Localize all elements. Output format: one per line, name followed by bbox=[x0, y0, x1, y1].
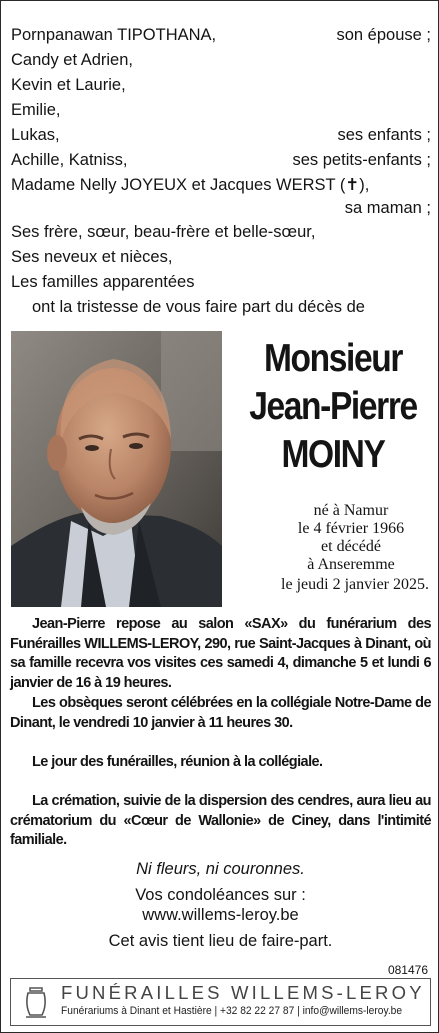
death-place: à Anseremme bbox=[307, 556, 395, 573]
announcement-line: ont la tristesse de vous faire part du décès de bbox=[32, 298, 365, 316]
visitation-paragraph: Jean-Pierre repose au salon «SAX» du funérarium des Funérailles WILLEMS-LEROY, 290, rue Saint-Jacques à Dinant, où sa famille recevra vos visites ces samedi 4, dimanche 5 et lundi 6 janvier de 16 à 19 heures. bbox=[10, 616, 431, 691]
family-line: Lukas, ses enfants ; bbox=[11, 126, 431, 144]
flowers-note: Ni fleurs, ni couronnes. bbox=[136, 860, 305, 878]
gathering-paragraph: Le jour des funérailles, réunion à la collégiale. bbox=[32, 754, 323, 770]
funeral-home-footer bbox=[10, 978, 431, 1026]
birth-date: le 4 février 1966 bbox=[297, 520, 405, 537]
family-line: Emilie, bbox=[11, 101, 61, 119]
family-line: Ses frère, sœur, beau-frère et belle-sœur, bbox=[11, 223, 316, 241]
funeral-paragraph: Les obsèques seront célébrées en la collégiale Notre-Dame de Dinant, le vendredi 10 janvier à 11 heures 30. bbox=[10, 695, 431, 731]
deceased-first-name: Jean-Pierre bbox=[249, 385, 417, 428]
reference-number: 081476 bbox=[387, 963, 428, 977]
family-line: sa maman ; bbox=[344, 199, 431, 217]
funeral-home-contact: Funérariums à Dinant et Hastière | +32 82 22 27 87 | info@willems-leroy.be bbox=[61, 1005, 403, 1017]
funeral-home-brand: FUNÉRAILLES WILLEMS-LEROY bbox=[61, 982, 425, 1003]
family-line: Pornpanawan TIPOTHANA, son épouse ; bbox=[11, 26, 431, 44]
family-line: Ses neveux et nièces, bbox=[11, 248, 173, 266]
cremation-paragraph: La crémation, suivie de la dispersion des cendres, aura lieu au crématorium du «Cœur de Wallonie» de Ciney, dans l'intimité familiale. bbox=[10, 793, 431, 848]
deceased-last-name: MOINY bbox=[281, 433, 385, 476]
portrait-illustration bbox=[11, 331, 222, 607]
website-link[interactable]: www.willems-leroy.be bbox=[142, 906, 299, 924]
family-line: Les familles apparentées bbox=[11, 273, 195, 291]
family-line: Candy et Adrien, bbox=[11, 51, 133, 69]
family-line: Achille, Katniss, ses petits-enfants ; bbox=[11, 151, 431, 169]
portrait-photo bbox=[11, 331, 222, 607]
condolences-note: Vos condoléances sur : bbox=[135, 886, 306, 904]
honorific-title: Monsieur bbox=[263, 337, 403, 380]
birth-info: né à Namur bbox=[313, 502, 389, 519]
death-info: et décédé bbox=[321, 538, 381, 555]
urn-logo-icon bbox=[21, 985, 51, 1019]
notice-statement: Cet avis tient lieu de faire-part. bbox=[108, 932, 333, 950]
family-line: Kevin et Laurie, bbox=[11, 76, 126, 94]
family-line: Madame Nelly JOYEUX et Jacques WERST (✝), bbox=[11, 176, 370, 194]
death-date: le jeudi 2 janvier 2025. bbox=[281, 576, 429, 593]
